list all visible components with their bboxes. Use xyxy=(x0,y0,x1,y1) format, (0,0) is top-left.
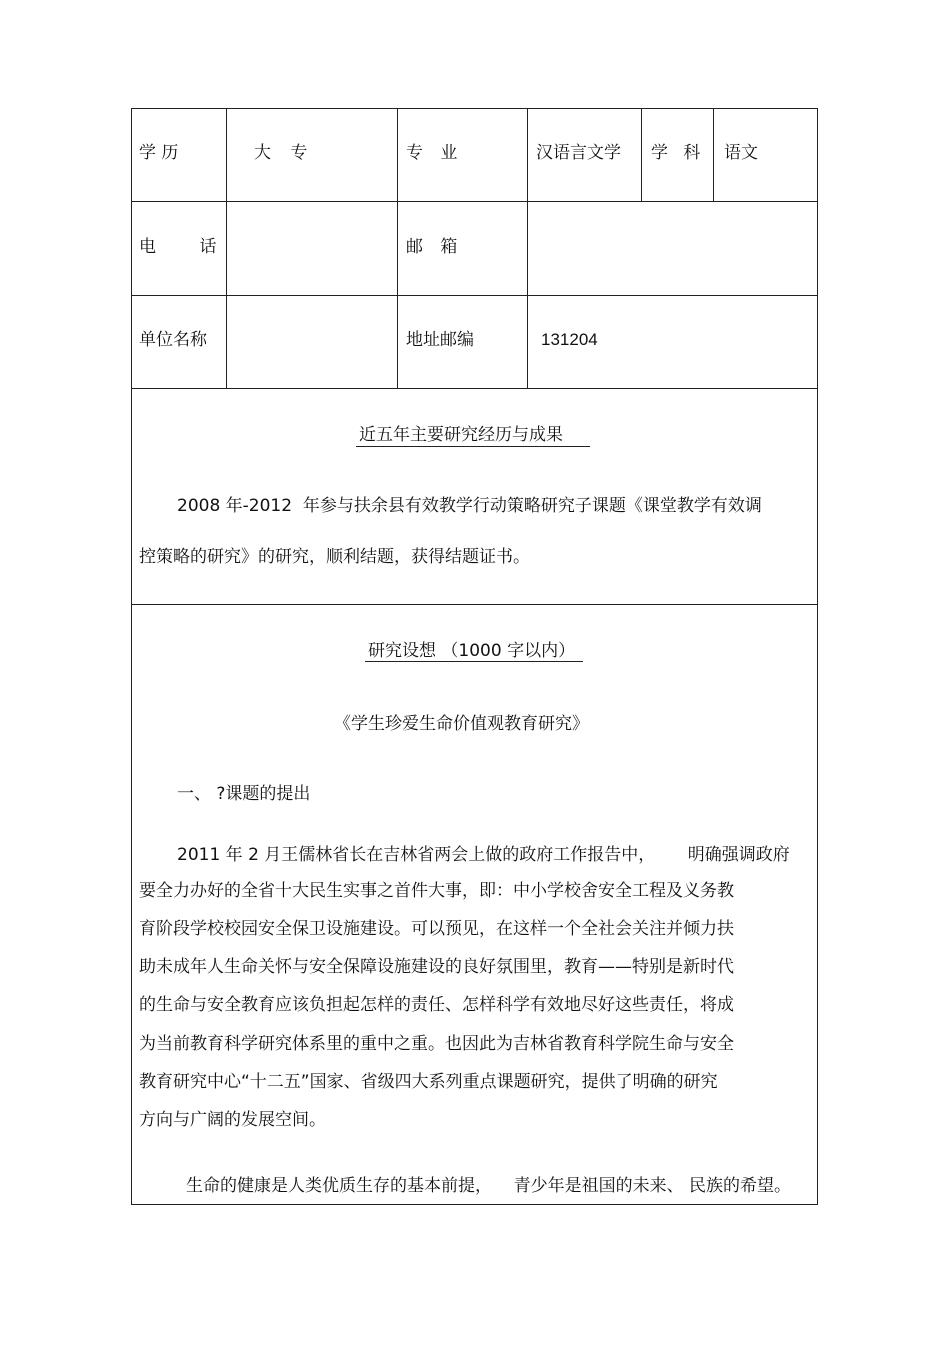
paragraph-line: 方向与广阔的发展空间。 xyxy=(139,1110,326,1130)
research-history-line: 控策略的研究》的研究，顺利结题，获得结题证书。 xyxy=(139,547,530,567)
subject-value: 语文 xyxy=(724,143,758,163)
paragraph-line: 要全力办好的全省十大民生实事之首件大事，即：中小学校舍安全工程及义务教 xyxy=(139,881,734,901)
postcode-label: 地址邮编 xyxy=(406,330,474,350)
paragraph-line: 2011 年 2 月王儒林省长在吉林省两会上做的政府工作报告中， 明确强调政府 xyxy=(177,845,790,865)
paragraph-line: 教育研究中心“十二五”国家、省级四大系列重点课题研究，提供了明确的研究 xyxy=(139,1072,718,1092)
paragraph-line: 的生命与安全教育应该负担起怎样的责任、怎样科学有效地尽好这些责任，将成 xyxy=(139,995,734,1015)
heading-underline xyxy=(356,446,590,447)
research-history-heading: 近五年主要研究经历与成果 xyxy=(359,425,563,445)
major-label: 专 业 xyxy=(406,143,458,163)
section-divider xyxy=(131,604,818,605)
major-value: 汉语言文学 xyxy=(536,143,621,163)
phone-label: 电 话 xyxy=(139,237,217,257)
paragraph-line: 助未成年人生命关怀与安全保障设施建设的良好氛围里，教育——特别是新时代 xyxy=(139,957,734,977)
row-divider xyxy=(131,295,818,296)
research-history-line: 2008 年-2012 年参与扶余县有效教学行动策略研究子课题《课堂教学有效调 xyxy=(177,496,762,516)
education-value: 大 专 xyxy=(254,143,308,163)
paragraph-line: 生命的健康是人类优质生存的基本前提， 青少年是祖国的未来、 民族的希望。 xyxy=(186,1176,792,1196)
paragraph-line: 育阶段学校校园安全保卫设施建设。可以预见，在这样一个全社会关注并倾力扶 xyxy=(139,919,734,939)
education-label: 学 历 xyxy=(139,143,179,163)
unit-name-label: 单位名称 xyxy=(139,330,207,350)
postcode-value: 131204 xyxy=(541,330,598,349)
row-divider xyxy=(131,388,818,389)
column-divider xyxy=(226,108,227,388)
subject-label: 学 科 xyxy=(651,143,701,163)
email-label: 邮 箱 xyxy=(406,237,458,257)
research-plan-heading: 研究设想 （1000 字以内） xyxy=(368,641,576,661)
column-divider xyxy=(713,108,714,201)
paragraph-line: 为当前教育科学研究体系里的重中之重。也因此为吉林省教育科学院生命与安全 xyxy=(139,1034,734,1054)
column-divider xyxy=(641,108,642,201)
column-divider xyxy=(397,108,398,388)
heading-underline xyxy=(365,661,583,662)
column-divider xyxy=(527,108,528,388)
section-heading: 一、 ?课题的提出 xyxy=(177,784,311,804)
row-divider xyxy=(131,201,818,202)
topic-title: 《学生珍爱生命价值观教育研究》 xyxy=(334,714,589,734)
